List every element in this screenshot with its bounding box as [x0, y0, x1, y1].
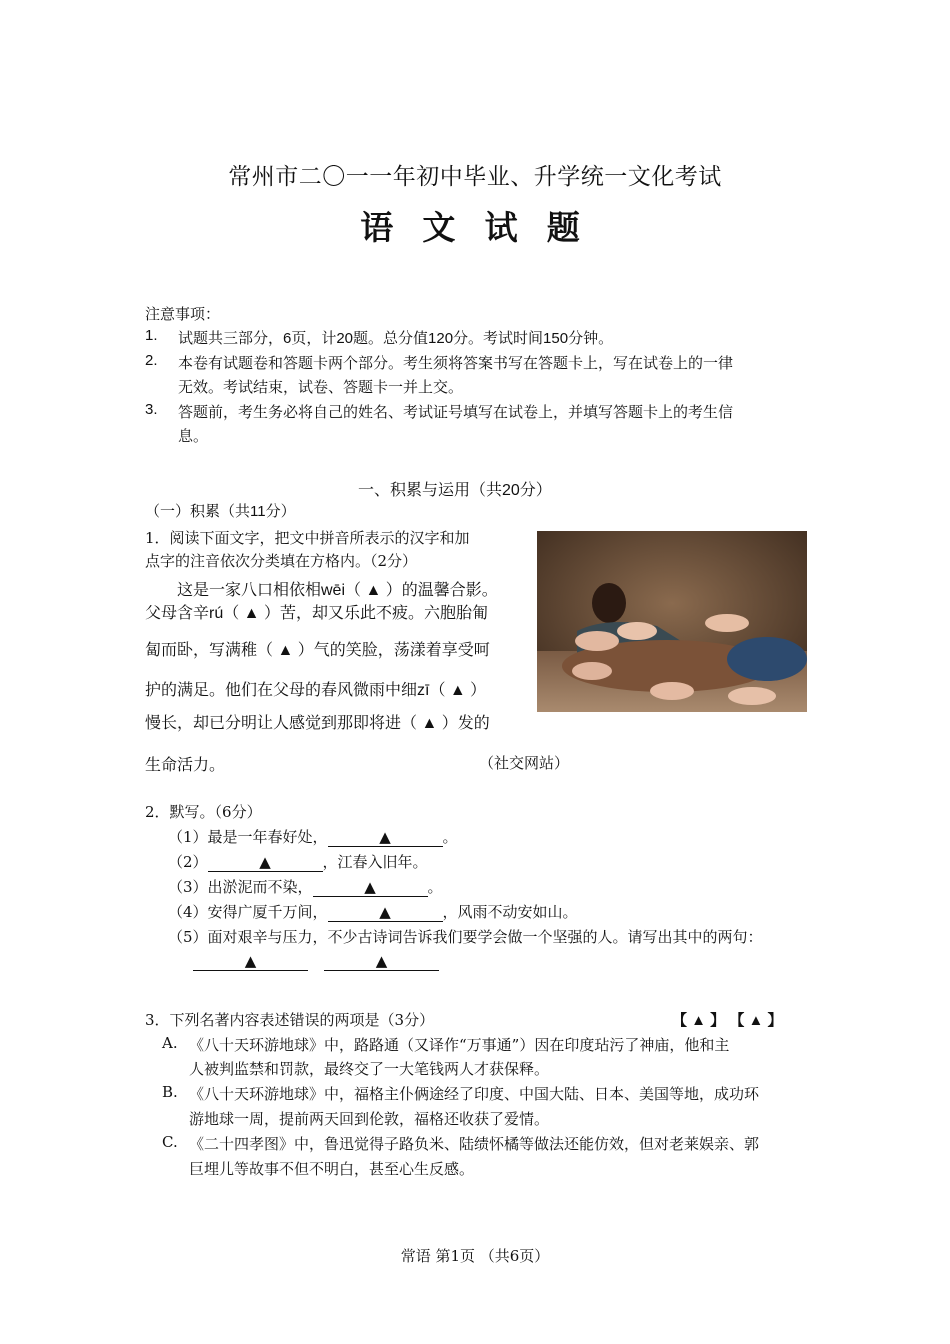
q1-prompt: 1．阅读下面文字，把文中拼音所表示的汉字和加 [145, 529, 470, 547]
q2-item-5-blanks [193, 952, 439, 971]
q2-item-text: 。 [442, 828, 458, 846]
q3-option-c-text-cont: 巨埋儿等故事不但不明白，甚至心生反感。 [189, 1160, 475, 1178]
q3-option-b-text-cont: 游地球一周，提前两天回到伦敦，福格还收获了爱情。 [189, 1110, 550, 1128]
q2-item-4 [168, 901, 578, 922]
q2-item-text: （3）出淤泥而不染， [168, 878, 313, 896]
q2-item-2 [168, 851, 428, 872]
q1-passage-line: 生命活力。 [145, 757, 226, 774]
subject-title: 语 文 试 题 [360, 209, 590, 246]
note-1-text: 试题共三部分，6页，计20题。总分值120分。考试时间150分钟。 [178, 330, 614, 347]
q3-answer-brackets[interactable]: 【 ▲ 】 【 ▲ 】 [672, 1012, 783, 1029]
family-photo [537, 531, 807, 712]
q3-option-a-text: 《八十天环游地球》中，路路通（又译作“万事通”）因在印度玷污了神庙，他和主 [189, 1036, 730, 1054]
q2-item-1 [168, 826, 458, 847]
answer-blank[interactable]: ▲ [313, 878, 428, 897]
answer-blank[interactable]: ▲ [208, 853, 323, 872]
q2-item-5: （5）面对艰辛与压力，不少古诗词告诉我们要学会做一个坚强的人。请写出其中的两句： [168, 928, 763, 946]
q2-item-3 [168, 876, 443, 897]
note-2-text-cont: 无效。考试结束，试卷、答题卡一并上交。 [178, 379, 464, 396]
note-2-num: 2. [145, 352, 158, 369]
q2-item-text: 。 [427, 878, 443, 896]
note-1-num: 1. [145, 327, 158, 344]
q3-option-c-label: C. [162, 1133, 178, 1151]
q1-prompt-cont: 点字的注音依次分类填在方格内。（2分） [145, 552, 418, 570]
q3-option-a-text-cont: 人被判监禁和罚款，最终交了一大笔钱两人才获保释。 [189, 1060, 550, 1078]
q3-prompt: 3．下列名著内容表述错误的两项是（3分） [145, 1011, 435, 1029]
q1-source: （社交网站） [479, 755, 570, 772]
note-3-text-cont: 息。 [178, 428, 209, 445]
subsection-title: （一）积累（共11分） [145, 503, 296, 520]
note-2-text: 本卷有试题卷和答题卡两个部分。考生须将答案书写在答题卡上，写在试卷上的一律 [178, 355, 734, 372]
notes-heading: 注意事项： [145, 306, 221, 323]
q2-item-text: （2） [168, 853, 208, 871]
q1-passage-line: 父母含辛rú（ ▲ ）苦，却又乐此不疲。六胞胎匍 [145, 605, 488, 622]
q1-passage-line: 这是一家八口相依相wēi（ ▲ ）的温馨合影。 [177, 582, 498, 599]
q3-option-b-text: 《八十天环游地球》中，福格主仆俩途经了印度、中国大陆、日本、美国等地，成功环 [189, 1085, 760, 1103]
exam-title: 常州市二〇一一年初中毕业、升学统一文化考试 [228, 164, 722, 190]
answer-blank[interactable]: ▲ [324, 952, 439, 971]
q2-item-text: （4）安得广厦千万间， [168, 903, 328, 921]
q2-item-text: ，风雨不动安如山。 [442, 903, 578, 921]
q3-option-b-label: B. [162, 1083, 178, 1101]
q1-passage-line: 慢长，却已分明让人感觉到那即将进（ ▲ ）发的 [145, 715, 490, 732]
answer-blank[interactable]: ▲ [328, 903, 443, 922]
note-3-num: 3. [145, 401, 158, 418]
q3-option-c-text: 《二十四孝图》中，鲁迅觉得子路负米、陆绩怀橘等做法还能仿效，但对老莱娱亲、郭 [189, 1135, 760, 1153]
note-3-text: 答题前，考生务必将自己的姓名、考试证号填写在试卷上，并填写答题卡上的考生信 [178, 404, 734, 421]
q2-prompt: 2．默写。（6分） [145, 803, 262, 821]
section-title: 一、积累与运用（共20分） [358, 482, 552, 499]
q1-passage-line: 护的满足。他们在父母的春风微雨中细zī（ ▲ ） [145, 682, 487, 699]
answer-blank[interactable]: ▲ [193, 952, 308, 971]
answer-blank[interactable]: ▲ [328, 828, 443, 847]
q2-item-text: ，江春入旧年。 [322, 853, 428, 871]
q2-item-text: （1）最是一年春好处， [168, 828, 328, 846]
q3-option-a-label: A. [162, 1034, 178, 1052]
q1-passage-line: 匐而卧，写满稚（ ▲ ）气的笑脸，荡漾着享受呵 [145, 642, 490, 659]
page-footer: 常语 第1页 （共6页） [400, 1247, 550, 1265]
